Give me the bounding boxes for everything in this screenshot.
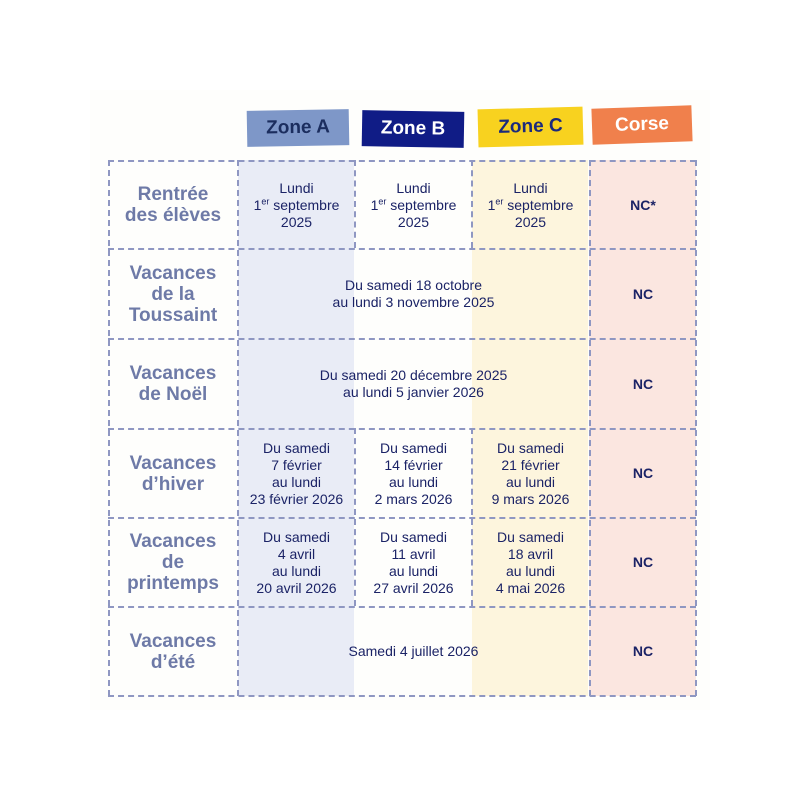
grid-line: [695, 160, 697, 696]
cell-ete-corse: NC: [632, 643, 654, 659]
cell-rentree-zone-c: Lundi 1er septembre 2025: [487, 179, 574, 230]
cell-printemps-zone-c: Du samedi 18 avril au lundi 4 mai 2026: [495, 528, 566, 596]
row-label-printemps: Vacances de printemps: [127, 531, 219, 594]
cell-hiver-zone-a: Du samedi 7 février au lundi 23 février 2026: [249, 439, 344, 507]
row-label-hiver: Vacances d’hiver: [129, 452, 217, 495]
cell-rentree-zone-b: Lundi 1er septembre 2025: [370, 179, 457, 230]
zone-c-header: Zone C: [478, 107, 584, 148]
corse-header: Corse: [591, 105, 692, 144]
cell-noel-merged: Du samedi 20 décembre 2025 au lundi 5 janvier 2026: [319, 367, 508, 400]
row-label-toussaint: Vacances de la Toussaint: [128, 262, 218, 326]
zone-b-header: Zone B: [362, 110, 465, 148]
cell-printemps-zone-b: Du samedi 11 avril au lundi 27 avril 2026: [373, 528, 454, 596]
cell-hiver-corse: NC: [632, 465, 654, 481]
cell-noel-corse: NC: [632, 375, 654, 392]
grid-line: [108, 695, 696, 697]
cell-hiver-zone-c: Du samedi 21 février au lundi 9 mars 2026: [491, 439, 570, 507]
cell-toussaint-merged: Du samedi 18 octobre au lundi 3 novembre 2025: [332, 277, 495, 310]
cell-printemps-zone-a: Du samedi 4 avril au lundi 20 avril 2026: [256, 528, 337, 596]
cell-rentree-zone-a: Lundi 1er septembre 2025: [253, 179, 340, 230]
cell-ete-merged: Samedi 4 juillet 2026: [348, 643, 479, 659]
cell-printemps-corse: NC: [632, 554, 654, 570]
row-label-noel: Vacances de Noël: [129, 363, 217, 405]
cell-toussaint-corse: NC: [632, 285, 654, 302]
zone-a-header: Zone A: [247, 109, 350, 147]
cell-rentree-corse: NC*: [630, 196, 656, 213]
cell-hiver-zone-b: Du samedi 14 février au lundi 2 mars 2026: [374, 439, 453, 507]
row-label-rentree: Rentrée des élèves: [124, 184, 222, 226]
row-label-ete: Vacances d’été: [129, 630, 217, 673]
